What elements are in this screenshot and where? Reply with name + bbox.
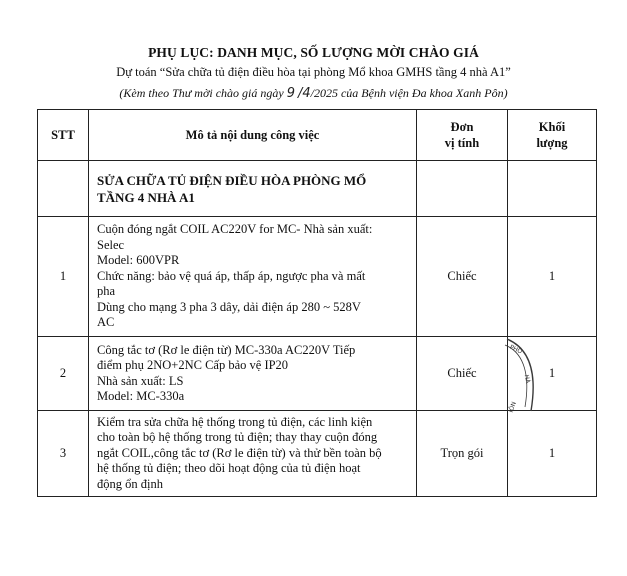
desc-line: Chức năng: bảo vệ quá áp, thấp áp, ngược pha và mất (97, 268, 366, 283)
document-title: PHỤ LỤC: DANH MỤC, SỐ LƯỢNG MỜI CHÀO GIÁ (148, 45, 479, 60)
document-note (0, 86, 627, 101)
desc-line: Dùng cho mạng 3 pha 3 dây, dải điện áp 280 ~ 528V (97, 299, 361, 314)
header-unit (417, 110, 508, 161)
header-qty-line2: lượng (536, 136, 568, 150)
table-row (38, 411, 597, 497)
seal-text-mid: HÀ (522, 374, 532, 384)
section-title-line1: SỬA CHỮA TỦ ĐIỆN ĐIỀU HÒA PHÒNG MỔ (97, 172, 367, 188)
header-desc: Mô tả nội dung công việc (89, 110, 417, 161)
row-description (89, 411, 417, 497)
header-unit-line2: vị tính (444, 136, 480, 150)
row-unit: Trọn gói (417, 411, 508, 497)
section-title-line2: TẦNG 4 NHÀ A1 (97, 189, 195, 205)
seal-text-top: PHÒ (508, 343, 524, 356)
note-suffix: /2025 của Bệnh viện Đa khoa Xanh Pôn) (310, 86, 508, 100)
handwritten-day: 9 (286, 86, 295, 101)
desc-line: Công tắc tơ (Rơ le điện từ) MC-330a AC220V Tiếp (97, 342, 356, 357)
items-table (37, 109, 597, 497)
table-row (38, 217, 597, 337)
row-stt: 1 (38, 217, 89, 337)
desc-line: Cuộn đóng ngắt COIL AC220V for MC- Nhà sản xuất: (97, 222, 373, 237)
desc-line: Nhà sản xuất: LS (97, 373, 184, 388)
section-title (89, 161, 417, 217)
section-qty-cell (508, 161, 597, 217)
desc-line: ngắt COIL,công tắc tơ (Rơ le điện từ) và thử bền toàn bộ (97, 445, 382, 460)
header-unit-line1: Đơn (450, 120, 474, 134)
desc-line: Model: 600VPR (97, 253, 180, 268)
row-qty: 1 (508, 337, 597, 411)
row-description (89, 217, 417, 337)
header-qty (508, 110, 597, 161)
row-unit: Chiếc (417, 217, 508, 337)
table-header-row (38, 110, 597, 161)
section-stt-cell (38, 161, 89, 217)
desc-line: Model: MC-330a (97, 389, 185, 403)
desc-line: AC (97, 315, 115, 330)
row-unit: Chiếc (417, 337, 508, 411)
row-description (89, 337, 417, 411)
row-qty: 1 (508, 411, 597, 497)
header-qty-line1: Khối (538, 120, 566, 134)
row-stt: 2 (38, 337, 89, 411)
section-unit-cell (417, 161, 508, 217)
desc-line: hệ thống tủ điện; theo dõi hoạt động của tủ điện hoạt (97, 461, 361, 476)
desc-line: điểm phụ 2NO+2NC Cấp bảo vệ IP20 (97, 358, 289, 372)
note-prefix: (Kèm theo Thư mời chào giá ngày (119, 86, 284, 100)
desc-line: Kiểm tra sửa chữa hệ thống trong tủ điện, các linh kiện (97, 414, 373, 429)
desc-line: động ổn định (97, 476, 163, 491)
table-row (38, 337, 597, 411)
seal-text-bottom: IÔN (507, 400, 518, 414)
document-subtitle: Dự toán “Sửa chữa tủ điện điều hòa tại phòng Mổ khoa GMHS tầng 4 nhà A1” (116, 65, 511, 79)
header-stt: STT (38, 110, 89, 161)
desc-line: pha (97, 284, 116, 299)
section-row (38, 161, 597, 217)
desc-line: cho toàn bộ hệ thống trong tủ điện; thay thay cuộn đóng (97, 430, 378, 445)
row-qty: 1 (508, 217, 597, 337)
desc-line: Selec (97, 237, 125, 252)
row-stt: 3 (38, 411, 89, 497)
handwritten-month: /4 (297, 86, 311, 101)
